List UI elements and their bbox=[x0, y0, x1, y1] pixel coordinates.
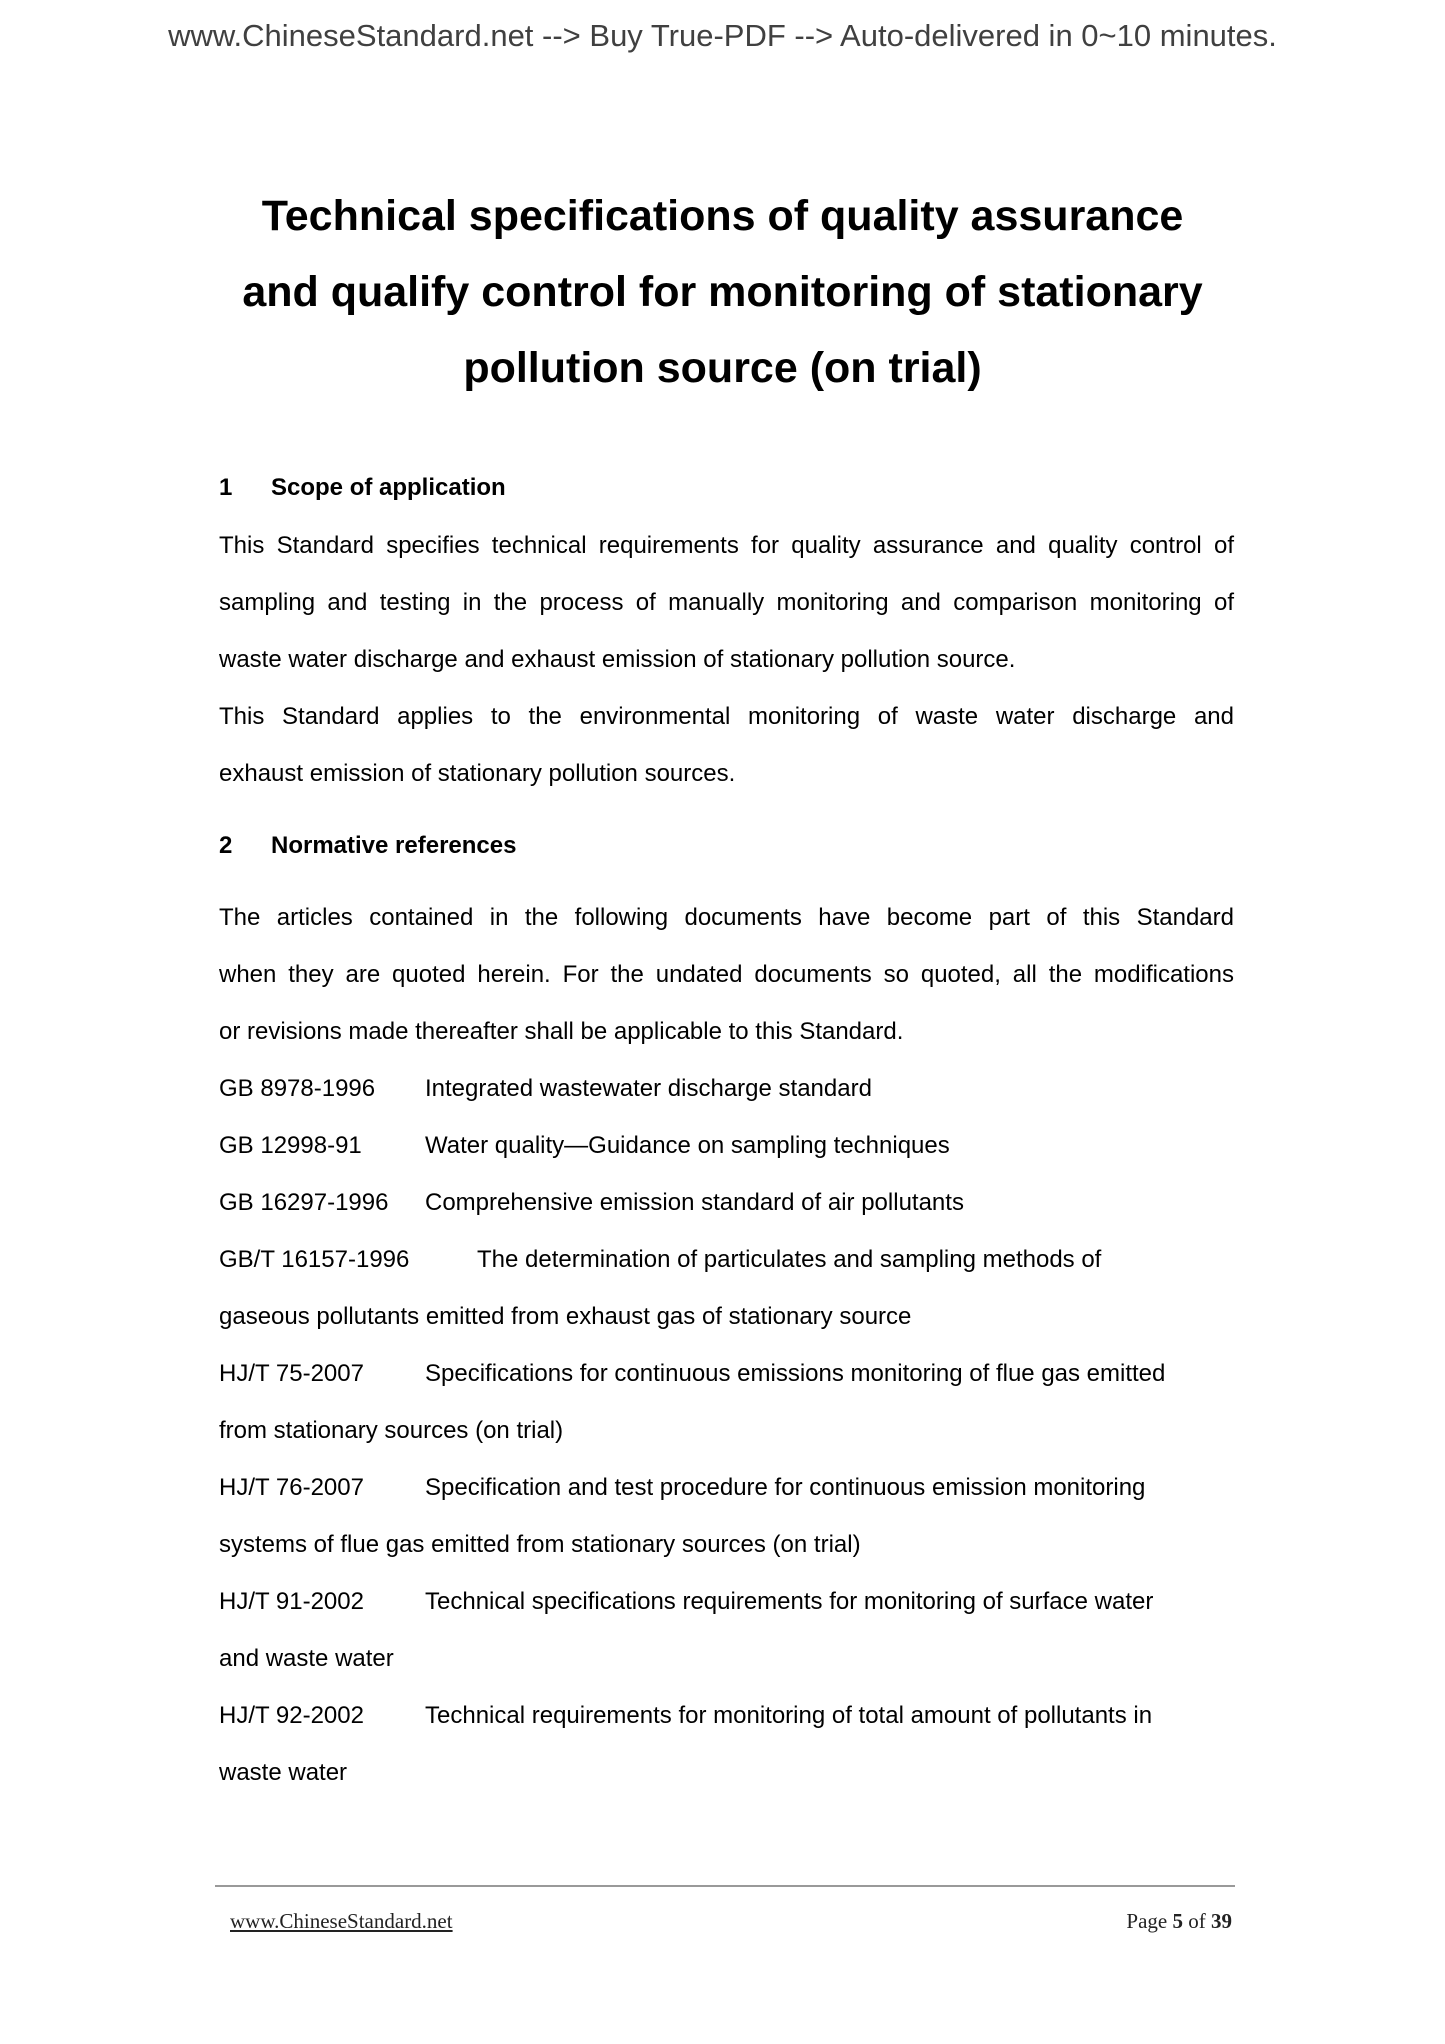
reference-code: HJ/T 75-2007 bbox=[219, 1360, 364, 1387]
paragraph-line: or revisions made thereafter shall be applicable to this Standard. bbox=[219, 1018, 904, 1045]
reference-title: Water quality—Guidance on sampling techniques bbox=[425, 1132, 950, 1159]
reference-item bbox=[219, 1588, 1234, 1616]
reference-item bbox=[219, 1189, 1234, 1217]
reference-title: Technical specifications requirements for monitoring of surface water bbox=[425, 1588, 1154, 1615]
reference-item bbox=[219, 1246, 1234, 1274]
reference-code: GB/T 16157-1996 bbox=[219, 1246, 410, 1273]
title-line: pollution source (on trial) bbox=[463, 344, 982, 392]
page-label: Page bbox=[1126, 1909, 1168, 1933]
reference-code: HJ/T 91-2002 bbox=[219, 1588, 364, 1615]
document-title bbox=[150, 178, 1295, 406]
section-heading-scope bbox=[219, 474, 506, 502]
reference-code: GB 12998-91 bbox=[219, 1132, 362, 1159]
reference-code: HJ/T 92-2002 bbox=[219, 1702, 364, 1729]
paragraph-line: sampling and testing in the process of manually monitoring and comparison monitoring of bbox=[219, 589, 1234, 616]
page-number bbox=[1126, 1909, 1232, 1934]
title-line: and qualify control for monitoring of stationary bbox=[242, 268, 1203, 316]
title-line: Technical specifications of quality assurance bbox=[261, 192, 1184, 240]
paragraph-line: waste water discharge and exhaust emission of stationary pollution source. bbox=[219, 646, 1016, 673]
page-total: 39 bbox=[1211, 1909, 1232, 1933]
reference-title: Technical requirements for monitoring of total amount of pollutants in bbox=[425, 1702, 1153, 1729]
reference-code: HJ/T 76-2007 bbox=[219, 1474, 364, 1501]
section-heading-normative-references bbox=[219, 832, 516, 860]
section-number: 2 bbox=[219, 832, 233, 859]
reference-item bbox=[219, 1360, 1234, 1388]
page-of-label: of bbox=[1188, 1909, 1206, 1933]
paragraph-line: exhaust emission of stationary pollution sources. bbox=[219, 760, 736, 787]
reference-title: Integrated wastewater discharge standard bbox=[425, 1075, 872, 1102]
footer-divider bbox=[215, 1885, 1235, 1887]
paragraph-line: This Standard specifies technical requirements for quality assurance and quality control of bbox=[219, 532, 1234, 559]
paragraph-line: The articles contained in the following documents have become part of this Standard bbox=[219, 904, 1234, 931]
section-title: Normative references bbox=[271, 832, 517, 859]
reference-title: Specifications for continuous emissions monitoring of flue gas emitted bbox=[425, 1360, 1166, 1387]
reference-item bbox=[219, 1075, 1234, 1103]
section-title: Scope of application bbox=[271, 474, 506, 501]
reference-item bbox=[219, 1132, 1234, 1160]
reference-continuation: and waste water bbox=[219, 1645, 394, 1672]
reference-item bbox=[219, 1702, 1234, 1730]
footer-website-link[interactable]: www.ChineseStandard.net bbox=[230, 1909, 453, 1933]
reference-title: Specification and test procedure for continuous emission monitoring bbox=[425, 1474, 1146, 1501]
reference-code: GB 16297-1996 bbox=[219, 1189, 389, 1216]
reference-continuation: from stationary sources (on trial) bbox=[219, 1417, 564, 1444]
download-banner: www.ChineseStandard.net --> Buy True-PDF --> Auto-delivered in 0~10 minutes. bbox=[168, 18, 1277, 53]
reference-code: GB 8978-1996 bbox=[219, 1075, 376, 1102]
reference-title: Comprehensive emission standard of air pollutants bbox=[425, 1189, 964, 1216]
paragraph-line: when they are quoted herein. For the undated documents so quoted, all the modifications bbox=[219, 961, 1234, 988]
reference-title: The determination of particulates and sampling methods of bbox=[477, 1246, 1102, 1273]
page-current: 5 bbox=[1172, 1909, 1183, 1933]
reference-continuation: systems of flue gas emitted from stationary sources (on trial) bbox=[219, 1531, 861, 1558]
paragraph-line: This Standard applies to the environmental monitoring of waste water discharge and bbox=[219, 703, 1234, 730]
reference-continuation: waste water bbox=[219, 1759, 348, 1786]
section-number: 1 bbox=[219, 474, 233, 501]
reference-item bbox=[219, 1474, 1234, 1502]
reference-continuation: gaseous pollutants emitted from exhaust gas of stationary source bbox=[219, 1303, 912, 1330]
